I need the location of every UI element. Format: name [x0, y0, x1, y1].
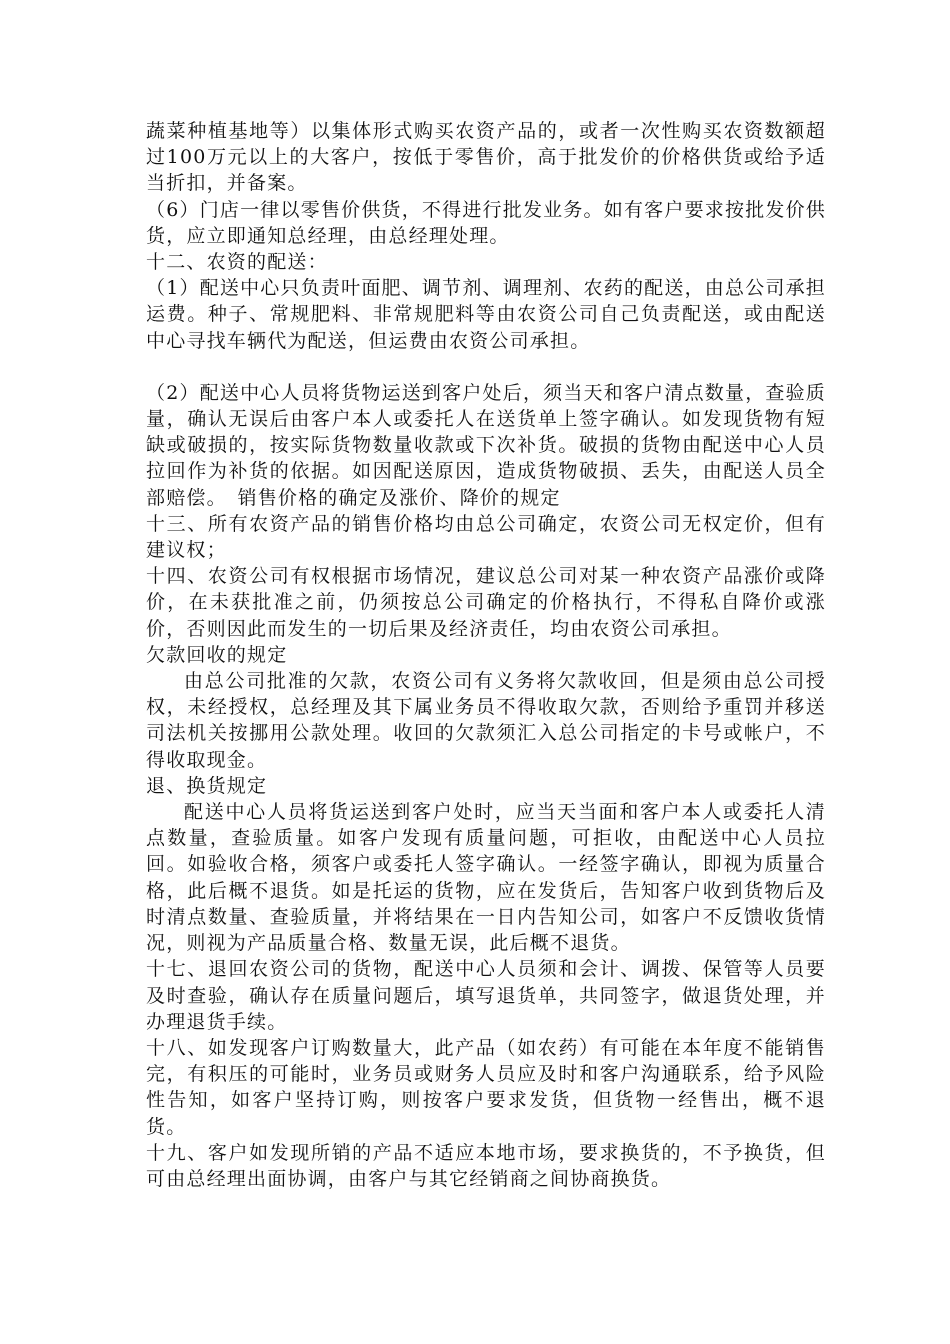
- section-heading-debt-collection: 欠款回收的规定: [146, 643, 288, 666]
- paragraph-debt-collection: 由总公司批准的欠款，农资公司有义务将欠款收回，但是须由总公司授权，未经授权，总经理及其下属业务员不得收取欠款，否则给予重罚并移送司法机关按挪用公款处理。收回的欠款须汇入总公司指定的卡号或帐户，不得收取现金。: [146, 670, 826, 771]
- paragraph-delivery-inspection: （2）配送中心人员将货物运送到客户处后，须当天和客户清点数量，查验质量，确认无误后由客户本人或委托人在送货单上签字确认。如发现货物有短缺或破损的，按实际货物数量收款或下次补货。破损的货物由配送中心人员拉回作为补货的依据。如因配送原因，造成货物破损、丢失，由配送人员全部赔偿。 销售价格的确定及涨价、降价的规定: [146, 381, 826, 509]
- paragraph-large-orders: 十八、如发现客户订购数量大，此产品（如农药）有可能在本年度不能销售完，有积压的可能时，业务员或财务人员应及时和客户沟通联系，给予风险性告知，如客户坚持订购，则按客户要求发货，但货物一经售出，概不退货。: [146, 1036, 826, 1138]
- paragraph-spacer: [146, 354, 826, 380]
- paragraph-store-retail-only: （6）门店一律以零售价供货，不得进行批发业务。如有客户要求按批发价供货，应立即通知总经理，由总经理处理。: [146, 198, 826, 247]
- section-heading-delivery: 十二、农资的配送：: [146, 251, 328, 274]
- paragraph-price-adjustment: 十四、农资公司有权根据市场情况，建议总公司对某一种农资产品涨价或降价，在未获批准之前，仍须按总公司确定的价格执行，不得私自降价或涨价，否则因此而发生的一切后果及经济责任，均由农资公司承担。: [146, 565, 826, 640]
- paragraph-returned-goods: 十七、退回农资公司的货物，配送中心人员须和会计、调拨、保管等人员要及时查验，确认存在质量问题后，填写退货单，共同签字，做退货处理，并办理退货手续。: [146, 958, 826, 1033]
- paragraph-bulk-customer-pricing: 蔬菜种植基地等）以集体形式购买农资产品的，或者一次性购买农资数额超过100万元以上的大客户，按低于零售价，高于批发价的价格供货或给予适当折扣，并备案。: [146, 120, 826, 195]
- document-page: [146, 118, 826, 1192]
- paragraph-returns-inspection: 配送中心人员将货运送到客户处时，应当天当面和客户本人或委托人清点数量，查验质量。如客户发现有质量问题，可拒收，由配送中心人员拉回。如验收合格，须客户或委托人签字确认。一经签字确认，即视为质量合格，此后概不退货。如是托运的货物，应在发货后，告知客户收到货物后及时清点数量、查验质量，并将结果在一日内告知公司，如客户不反馈收货情况，则视为产品质量合格、数量无误，此后概不退货。: [146, 801, 826, 955]
- paragraph-exchange-policy: 十九、客户如发现所销的产品不适应本地市场，要求换货的，不予换货，但可由总经理出面协调，由客户与其它经销商之间协商换货。: [146, 1141, 826, 1190]
- section-heading-returns: 退、换货规定: [146, 774, 268, 797]
- paragraph-delivery-scope: （1）配送中心只负责叶面肥、调节剂、调理剂、农药的配送，由总公司承担运费。种子、常规肥料、非常规肥料等由农资公司自己负责配送，或由配送中心寻找车辆代为配送，但运费由农资公司承担。: [146, 277, 826, 352]
- paragraph-price-setting: 十三、所有农资产品的销售价格均由总公司确定，农资公司无权定价，但有建议权；: [146, 512, 826, 562]
